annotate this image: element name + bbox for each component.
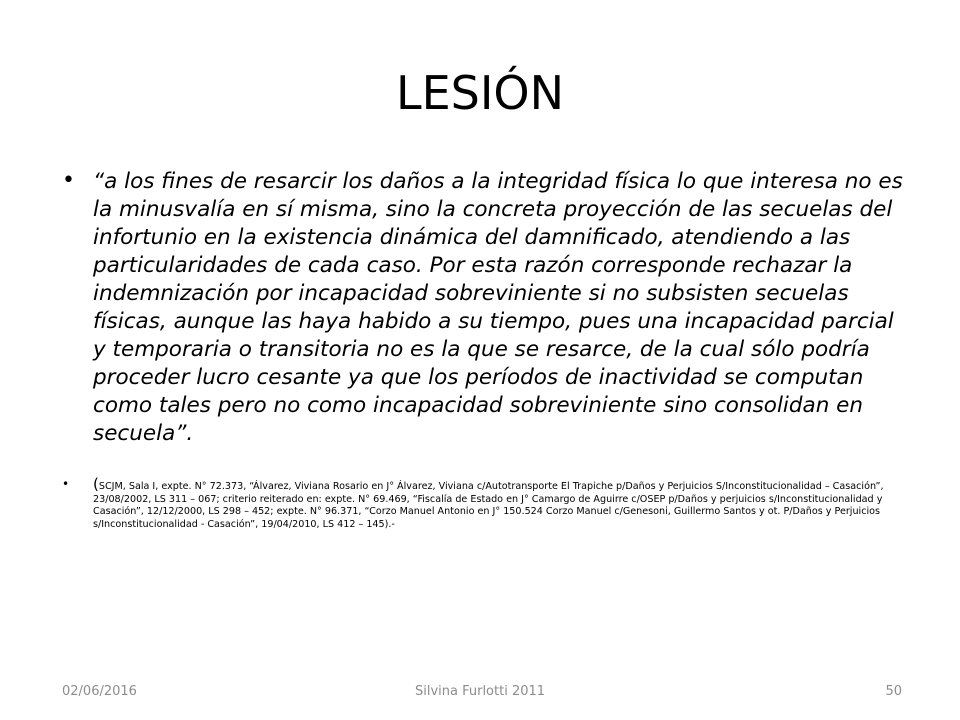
bullet-icon: •	[62, 168, 75, 193]
slide-title: LESIÓN	[395, 66, 565, 120]
quote-text: “a los fines de resarcir los daños a la integridad física lo que interesa no es la minusvalía en sí misma, sino la concreta proyección de las secuelas del infortunio en la existencia dinámica del damnificado, atendiendo a las particularidades de cada caso. Por esta razón corresponde rechazar la indemnización por incapacidad sobreviniente si no subsisten secuelas físicas, aunque las haya habido a su tiempo, pues una incapacidad parcial y temporaria o transitoria no es la que se resarce, de la cual sólo podría proceder lucro cesante ya que los períodos de inactividad se computan como tales pero no como incapacidad sobreviniente sino consolidan en secuela”.	[93, 169, 903, 446]
citation-body: SCJM, Sala I, expte. N° 72.373, “Álvarez, Viviana Rosario en J° Álvarez, Viviana c/Autotransporte El Trapiche p/Daños y Perjuicios S/Inconstitucionalidad – Casación”, 23/08/2002, LS 311 – 067; criterio reiterado en: expte. N° 69.469, “Fiscalía de Estado en J° Camargo de Aguirre c/OSEP p/Daños y perjuicios s/Inconstitucionalidad y Casación”, 12/12/2000, LS 298 – 452; expte. N° 96.371, “Corzo Manuel Antonio en J° 150.524 Corzo Manuel c/Genesoni, Guillermo Santos y ot. P/Daños y Perjuicios s/Inconstitucionalidad - Casación”, 19/04/2010, LS 412 – 145).-	[93, 481, 884, 530]
quote-bullet-item	[55, 168, 905, 448]
slide-content	[55, 168, 905, 531]
citation-open-paren: (	[93, 475, 99, 493]
citation-bullet-item	[55, 475, 905, 531]
footer-page-number: 50	[885, 684, 902, 699]
bullet-icon: •	[62, 477, 70, 491]
footer-date: 02/06/2016	[62, 684, 137, 699]
footer-author: Silvina Furlotti 2011	[414, 684, 546, 699]
citation-text	[93, 475, 905, 531]
